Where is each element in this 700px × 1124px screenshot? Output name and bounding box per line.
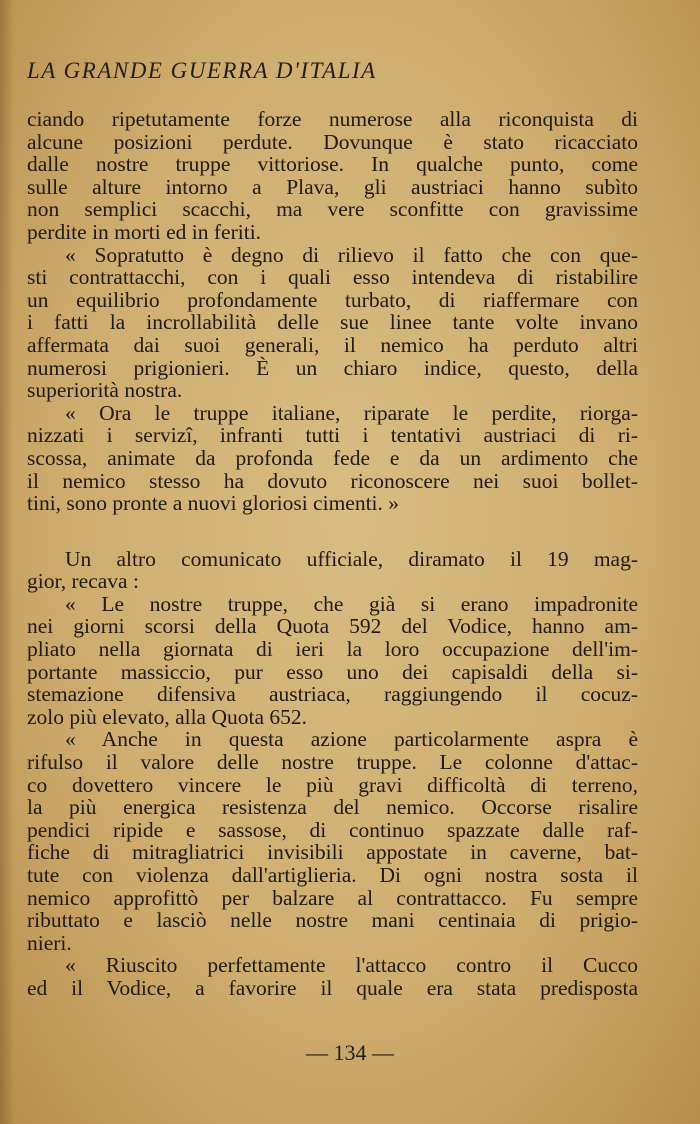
text-line: « Ora le truppe italiane, riparate le perdite, riorga-	[65, 400, 638, 425]
text-line: scossa, animate da profonda fede e da un ardimento che	[27, 445, 638, 470]
text-line: pendici ripide e sassose, di continuo spazzate dalle raf-	[27, 817, 638, 842]
text-line: numerosi prigionieri. È un chiaro indice, questo, della	[27, 355, 638, 380]
running-head: LA GRANDE GUERRA D'ITALIA	[27, 58, 377, 83]
text-line: nemico approfittò per balzare al contrattacco. Fu sempre	[27, 885, 638, 910]
paragraph	[27, 108, 638, 244]
paragraph-gap	[27, 515, 638, 548]
text-line: dalle nostre truppe vittoriose. In qualche punto, come	[27, 152, 638, 177]
text-line: gior, recava :	[27, 569, 139, 594]
text-line: zolo più elevato, alla Quota 652.	[27, 704, 308, 729]
text-line: nei giorni scorsi della Quota 592 del Vodice, hanno am-	[27, 614, 638, 639]
text-line: portante massiccio, pur esso uno dei capisaldi della si-	[27, 659, 638, 684]
text-line: co dovettero vincere le più gravi difficoltà di terreno,	[27, 772, 638, 797]
text-line: sulle alture intorno a Plava, gli austriaci hanno subìto	[27, 174, 638, 199]
text-line: un equilibrio profondamente turbato, di riaffermare con	[27, 287, 638, 312]
text-line: tini, sono pronte a nuovi gloriosi cimenti. »	[27, 491, 400, 516]
text-line: « Anche in questa azione particolarmente aspra è	[65, 727, 638, 752]
text-line: Un altro comunicato ufficiale, diramato il 19 mag-	[65, 546, 638, 571]
paragraph	[27, 728, 638, 954]
text-line: sti contrattacchi, con i quali esso intendeva di ristabilire	[27, 265, 638, 290]
text-line: nieri.	[27, 930, 72, 955]
text-line: nizzati i servizî, infranti tutti i tentativi austriaci di ri-	[27, 423, 638, 448]
text-line: tute con violenza dall'artiglieria. Di ogni nostra sosta il	[27, 863, 638, 887]
body-text	[27, 108, 638, 1000]
text-line: superiorità nostra.	[27, 378, 183, 403]
text-line: ciando ripetutamente forze numerose alla riconquista di	[27, 107, 638, 131]
text-line: stemazione difensiva austriaca, raggiungendo il cocuz-	[27, 682, 638, 707]
text-line: ributtato e lasciò nelle nostre mani centinaia di prigio-	[27, 908, 638, 933]
text-line: ed il Vodice, a favorire il quale era stata predisposta	[27, 975, 638, 1000]
text-line: rifulso il valore delle nostre truppe. Le colonne d'attac-	[27, 750, 638, 775]
text-line: perdite in morti ed in feriti.	[27, 219, 262, 244]
text-line: affermata dai suoi generali, il nemico ha perduto altri	[27, 332, 638, 357]
text-line: « Riuscito perfettamente l'attacco contro il Cucco	[65, 953, 638, 978]
paragraph	[27, 954, 638, 999]
text-line: i fatti la incrollabilità delle sue linee tante volte invano	[27, 310, 638, 335]
text-line: « Le nostre truppe, che già si erano impadronite	[65, 591, 638, 616]
page-number: — 134 —	[306, 1040, 394, 1065]
text-line: alcune posizioni perdute. Dovunque è stato ricacciato	[27, 129, 638, 154]
text-line: il nemico stesso ha dovuto riconoscere nei suoi bollet-	[27, 468, 638, 493]
paragraph	[27, 402, 638, 515]
paragraph	[27, 244, 638, 402]
paragraph	[27, 548, 638, 593]
text-line: non semplici scacchi, ma vere sconfitte con gravissime	[27, 197, 638, 222]
text-line: fiche di mitragliatrici invisibili appostate in caverne, bat-	[27, 840, 638, 865]
text-line: pliato nella giornata di ieri la loro occupazione dell'im-	[27, 637, 638, 662]
text-line: « Sopratutto è degno di rilievo il fatto che con que-	[65, 242, 638, 267]
paragraph	[27, 593, 638, 729]
text-line: la più energica resistenza del nemico. Occorse risalire	[27, 795, 638, 820]
